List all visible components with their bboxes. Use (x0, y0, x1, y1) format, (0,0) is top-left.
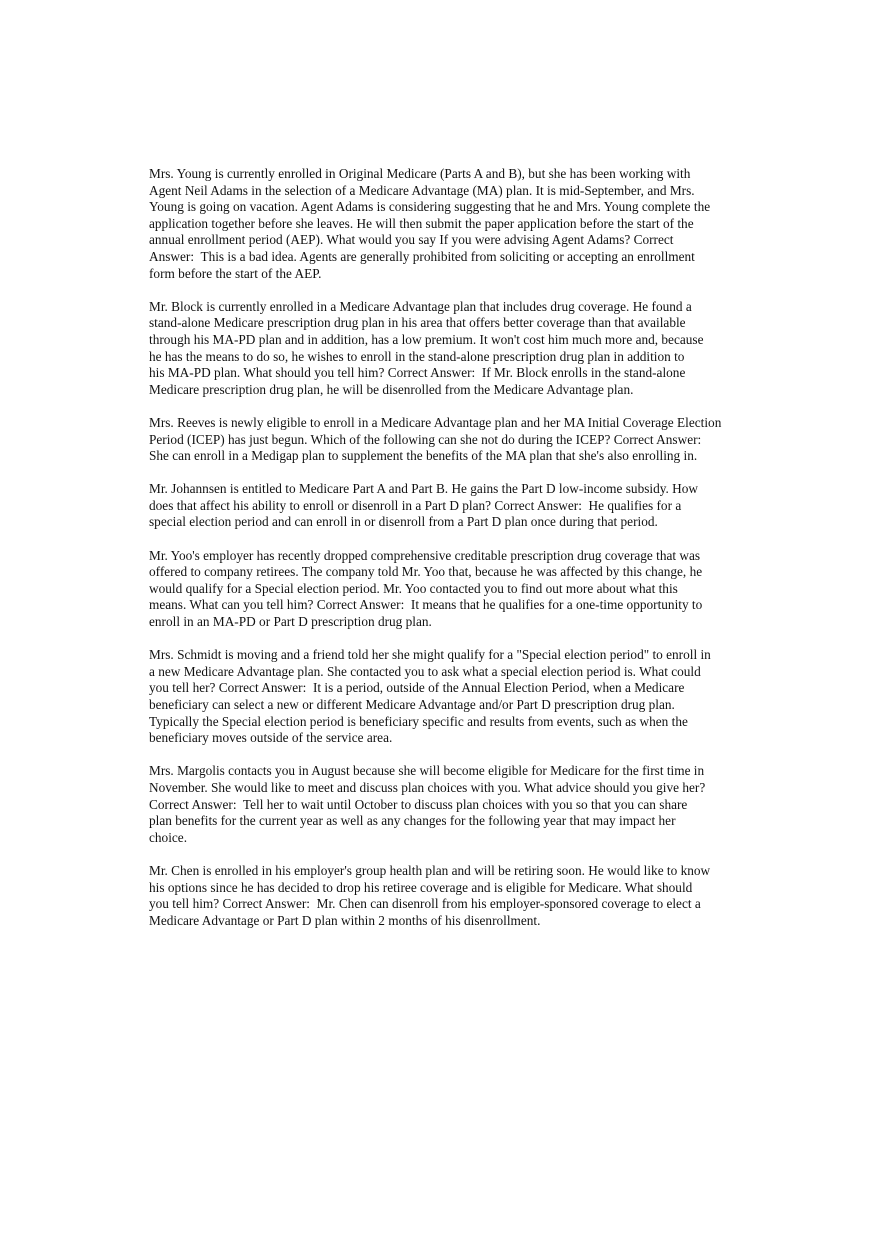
paragraph-mrs-young: Mrs. Young is currently enrolled in Original Medicare (Parts A and B), but she has been working with Agent Neil Adams in the selection of a Medicare Advantage (MA) plan. It is mid-September, and Mrs. Young is going on vacation. Agent Adams is considering suggesting that he and Mrs. Young complete the application together before she leaves. He will then submit the paper application before the start of the annual enrollment period (AEP). What would you say If you were advising Agent Adams? Correct Answer: This is a bad idea. Agents are generally prohibited from soliciting or accepting an enrollment form before the start of the AEP. (149, 166, 711, 281)
paragraph-mr-block: Mr. Block is currently enrolled in a Medicare Advantage plan that includes drug coverage. He found a stand-alone Medicare prescription drug plan in his area that offers better coverage than that available through his MA-PD plan and in addition, has a low premium. It won't cost him much more and, because he has the means to do so, he wishes to enroll in the stand-alone prescription drug plan in addition to his MA-PD plan. What should you tell him? Correct Answer: If Mr. Block enrolls in the stand-alone Medicare prescription drug plan, he will be disenrolled from the Medicare Advantage plan. (149, 298, 704, 397)
document-body (149, 166, 739, 946)
paragraph-mr-chen: Mr. Chen is enrolled in his employer's group health plan and will be retiring soon. He would like to know his options since he has decided to drop his retiree coverage and is eligible for Medicare. What should you tell him? Correct Answer: Mr. Chen can disenroll from his employer-sponsored coverage to elect a Medicare Advantage or Part D plan within 2 months of his disenrollment. (149, 862, 711, 928)
paragraph-mrs-schmidt: Mrs. Schmidt is moving and a friend told her she might qualify for a "Special election period" to enroll in a new Medicare Advantage plan. She contacted you to ask what a special election period is. What could you tell her? Correct Answer: It is a period, outside of the Annual Election Period, when a Medicare beneficiary can select a new or different Medicare Advantage and/or Part D prescription drug plan. Typically the Special election period is beneficiary specific and results from events, such as when the beneficiary moves outside of the service area. (149, 647, 711, 746)
paragraph-mr-yoo: Mr. Yoo's employer has recently dropped comprehensive creditable prescription drug coverage that was offered to company retirees. The company told Mr. Yoo that, because he was affected by this change, he would qualify for a Special election period. Mr. Yoo contacted you to find out more about what this means. What can you tell him? Correct Answer: It means that he qualifies for a one-time opportunity to enroll in an MA-PD or Part D prescription drug plan. (149, 547, 703, 630)
paragraph-mrs-margolis: Mrs. Margolis contacts you in August because she will become eligible for Medicare for the first time in November. She would like to meet and discuss plan choices with you. What advice should you give her? Correct Answer: Tell her to wait until October to discuss plan choices with you so that you can share plan benefits for the current year as well as any changes for the following year that may impact her choice. (149, 763, 706, 845)
paragraph-mrs-reeves: Mrs. Reeves is newly eligible to enroll in a Medicare Advantage plan and her MA Initial Coverage Election Period (ICEP) has just begun. Which of the following can she not do during the ICEP? Correct Answer: She can enroll in a Medigap plan to supplement the benefits of the MA plan that she's also enrolling in. (149, 414, 722, 464)
paragraph-mr-johannsen: Mr. Johannsen is entitled to Medicare Part A and Part B. He gains the Part D low-income subsidy. How does that affect his ability to enroll or disenroll in a Part D plan? Correct Answer: He qualifies for a special election period and can enroll in or disenroll from a Part D plan once during that period. (149, 481, 699, 530)
